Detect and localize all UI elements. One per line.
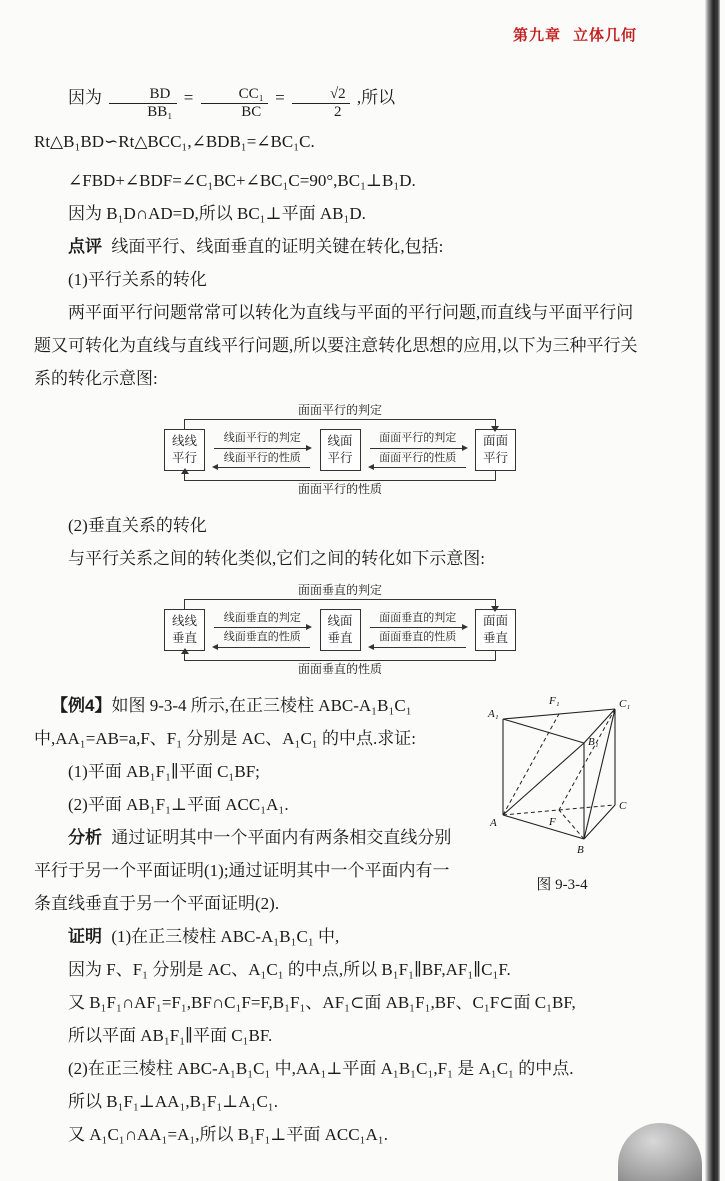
proof-statement-4: 所以平面 AB₁F₁∥平面 C₁BF.	[68, 1025, 273, 1045]
vertex-label-a1: A₁	[488, 707, 499, 720]
arrow-right-icon	[214, 627, 310, 628]
connector-label: 线面垂直的判定	[223, 611, 301, 624]
box-plane-plane-parallel: 面面平行	[475, 429, 516, 471]
arrow-right-icon	[214, 448, 310, 449]
diagram-bottom-label: 面面垂直的性质	[297, 661, 382, 676]
vertex-label-b: B	[577, 843, 584, 856]
prism-drawing	[487, 693, 637, 865]
connector-1-judgment	[212, 432, 313, 449]
connector-1-property	[212, 452, 313, 469]
diagram-top-label: 面面平行的判定	[297, 403, 382, 418]
parallel-paragraph: 两平面平行问题常常可以转化为直线与平面的平行问题,而直线与平面平行问题又可转化为直线与直线平行问题,所以要注意转化思想的应用,以下为三种平行关系的转化示意图:	[34, 303, 638, 389]
diagram-row	[164, 429, 516, 471]
diagram-top-label: 面面垂直的判定	[297, 583, 382, 597]
perpendicular-transform-diagram	[164, 583, 516, 677]
fraction-cc1-bc: $\frac{\text{CC₁}}{BC}$	[201, 86, 268, 120]
connector-2-property	[368, 452, 469, 469]
connector-2	[361, 432, 476, 469]
bottom-rail	[184, 471, 496, 481]
connector-1	[205, 612, 320, 649]
arrow-right-icon	[370, 627, 466, 628]
arrowhead-up-icon	[181, 644, 189, 654]
top-rail	[184, 599, 496, 609]
connector-2-judgment	[368, 612, 469, 629]
arrow-left-icon	[214, 647, 310, 648]
analysis-label: 分析	[68, 827, 102, 847]
connector-label: 面面垂直的性质	[379, 631, 457, 644]
box-line-line-parallel: 线线平行	[164, 429, 205, 471]
example-item-2: (2)平面 AB₁F₁⊥平面 ACC₁A₁.	[68, 794, 289, 814]
proof-statement-1	[34, 920, 646, 953]
perpendicular-heading: (2)垂直关系的转化	[68, 516, 207, 535]
box-line-plane-perpendicular: 线面垂直	[320, 609, 361, 651]
proof-text: (1)在正三棱柱 ABC-A₁B₁C₁ 中,	[111, 926, 340, 946]
fraction-bd-bb1: $\frac{BD}{\text{BB₁}}$	[109, 86, 176, 120]
proof-line-1	[34, 76, 646, 164]
bottom-rail	[184, 651, 496, 661]
chapter-number: 第九章	[512, 27, 561, 44]
parallel-transform-diagram	[164, 403, 516, 497]
connector-label: 面面平行的判定	[379, 431, 457, 444]
chapter-header	[513, 24, 637, 45]
vertex-label-f: F	[549, 815, 556, 828]
box-line-line-perpendicular: 线线垂直	[164, 609, 205, 651]
arrowhead-up-icon	[181, 464, 189, 474]
vertex-label-c: C	[619, 799, 627, 812]
connector-label: 线面垂直的性质	[223, 631, 301, 644]
line1-prefix: 因为	[68, 88, 102, 107]
page-edge-shadow	[705, 0, 720, 1181]
proof-line-3: 因为 B₁D∩AD=D,所以 BC₁⊥平面 AB₁D.	[68, 204, 366, 224]
equals-sign: =	[183, 88, 194, 107]
connector-2	[361, 612, 476, 649]
comment-paragraph	[34, 230, 646, 263]
diagram-row	[164, 609, 516, 651]
arrowhead-down-icon	[491, 606, 499, 616]
proof-line-2: ∠FBD+∠BDF=∠C₁BC+∠BC₁C=90°,BC₁⊥B₁D.	[68, 171, 416, 191]
connector-label: 线面平行的判定	[223, 431, 301, 444]
figure-9-3-4	[478, 693, 646, 902]
perpendicular-paragraph: 与平行关系之间的转化类似,它们之间的转化如下示意图:	[68, 549, 485, 568]
parallel-heading: (1)平行关系的转化	[68, 270, 207, 290]
example-intro-text: 如图 9-3-4 所示,在正三棱柱 ABC-A₁B₁C₁ 中,AA₁=AB=a,F、F₁ 分别是 AC、A₁C₁ 的中点.求证:	[34, 695, 416, 748]
arrowhead-down-icon	[491, 426, 499, 436]
connector-1	[205, 432, 320, 469]
fraction-sqrt2-2: $\frac{√2}{2}$	[292, 86, 350, 120]
vertex-label-a: A	[490, 816, 497, 829]
example-item-1: (1)平面 AB₁F₁∥平面 C₁BF;	[68, 761, 260, 781]
example-tag: 【例4】	[51, 695, 112, 715]
box-line-plane-parallel: 线面平行	[320, 429, 361, 471]
connector-2-property	[368, 631, 469, 648]
connector-2-judgment	[368, 432, 469, 449]
page-content	[34, 76, 646, 1151]
chapter-title: 立体几何	[572, 27, 637, 44]
vertex-label-c1: C₁	[619, 697, 631, 710]
example-4-section	[34, 689, 646, 1151]
proof-label: 证明	[68, 926, 102, 946]
vertex-label-b1: B₁	[588, 735, 599, 748]
line1-suffix: ,所以 Rt△B₁BD∽Rt△BCC₁,∠BDB₁=∠BC₁C.	[34, 88, 396, 152]
proof-statement-5: (2)在正三棱柱 ABC-A₁B₁C₁ 中,AA₁⊥平面 A₁B₁C₁,F₁ 是 A₁C₁ 的中点.	[68, 1058, 574, 1078]
connector-1-property	[212, 631, 313, 648]
connector-label: 面面平行的性质	[379, 451, 457, 464]
proof-statement-6: 所以 B₁F₁⊥AA₁,B₁F₁⊥A₁C₁.	[68, 1091, 278, 1111]
proof-statement-2: 因为 F、F₁ 分别是 AC、A₁C₁ 的中点,所以 B₁F₁∥BF,AF₁∥C₁F.	[68, 959, 511, 979]
arrow-right-icon	[370, 448, 466, 449]
equals-sign: =	[275, 88, 285, 107]
connector-label: 线面平行的性质	[223, 451, 301, 464]
proof-statement-7: 又 A₁C₁∩AA₁=A₁,所以 B₁F₁⊥平面 ACC₁A₁.	[68, 1124, 388, 1144]
diagram-bottom-label: 面面平行的性质	[297, 482, 382, 496]
analysis-text: 通过证明其中一个平面内有两条相交直线分别平行于另一个平面证明(1);通过证明其中一个平面内有一条直线垂直于另一个平面证明(2).	[34, 827, 452, 913]
box-plane-plane-perpendicular: 面面垂直	[475, 609, 516, 651]
proof-statement-3: 又 B₁F₁∩AF₁=F₁,BF∩C₁F=F,B₁F₁、AF₁⊂面 AB₁F₁,BF、C₁F⊂面 C₁BF,	[68, 992, 576, 1012]
arrow-left-icon	[370, 467, 466, 468]
figure-caption: 图 9-3-4	[536, 876, 588, 893]
vertex-label-f1: F₁	[549, 694, 560, 707]
connector-label: 面面垂直的判定	[379, 611, 457, 624]
arrow-left-icon	[370, 647, 466, 648]
connector-1-judgment	[212, 612, 313, 629]
top-rail	[184, 419, 496, 429]
arrow-left-icon	[214, 467, 310, 468]
comment-label: 点评	[68, 237, 102, 257]
comment-text: 线面平行、线面垂直的证明关键在转化,包括:	[111, 237, 444, 257]
